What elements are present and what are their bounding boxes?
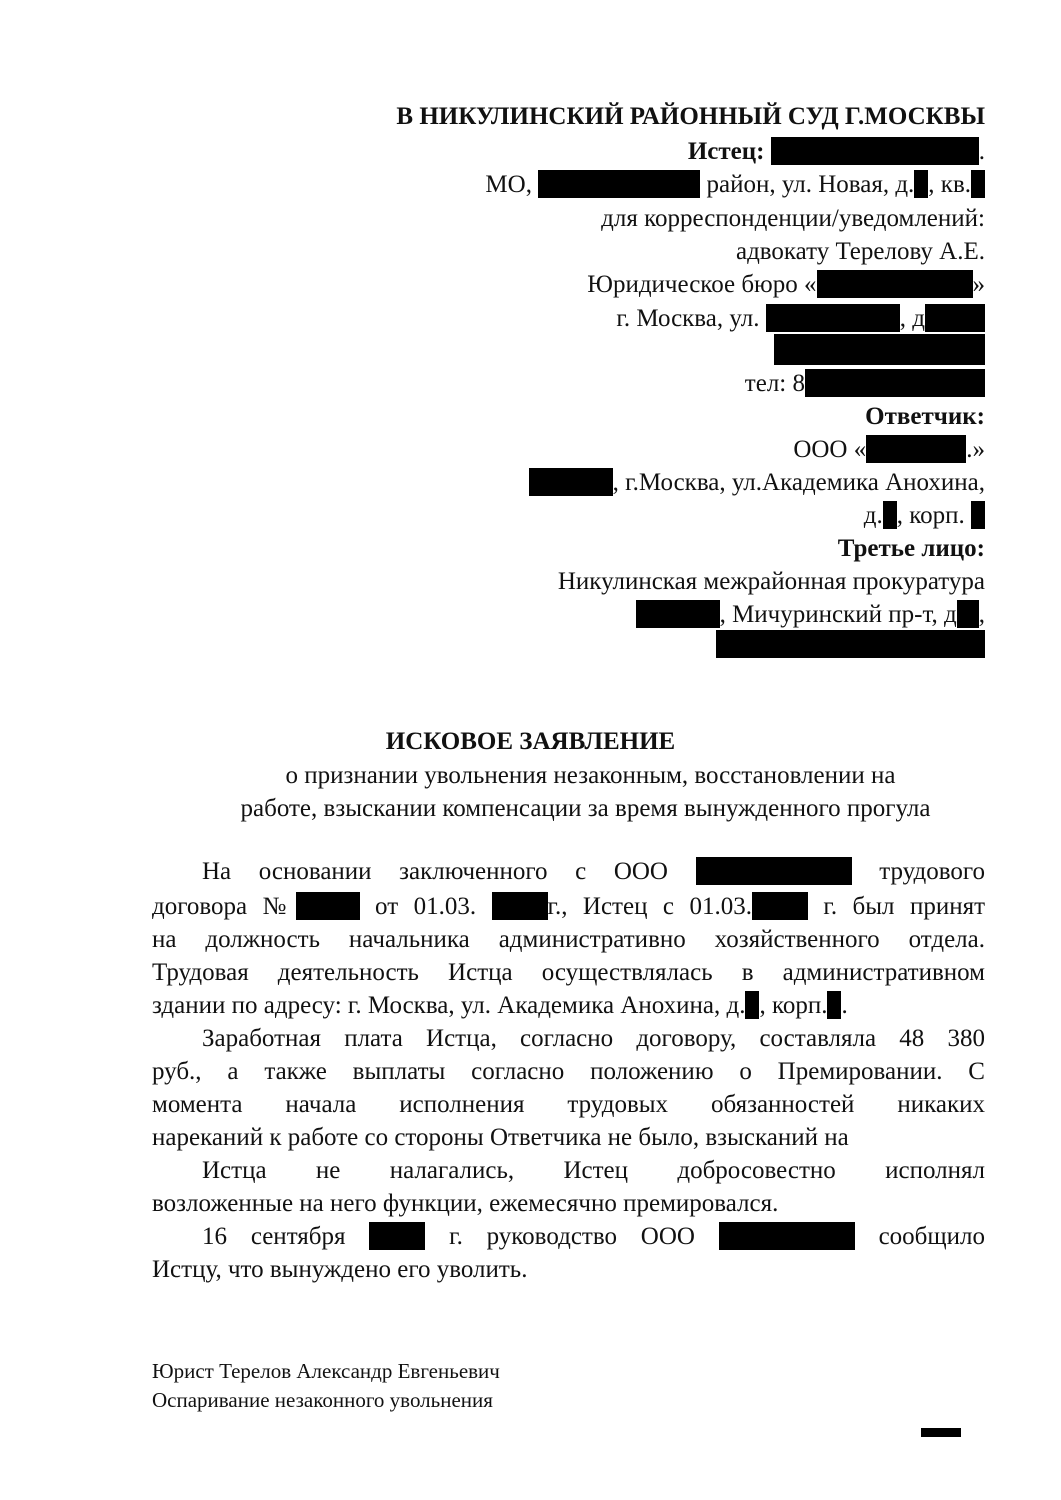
redaction bbox=[696, 857, 852, 885]
claim-subtitle-2: работе, взыскании компенсации за время вынужденного прогула bbox=[240, 795, 931, 822]
redaction bbox=[817, 270, 973, 298]
defendant-name: ООО « .» bbox=[793, 436, 985, 463]
footer-topic: Оспаривание незаконного увольнения bbox=[152, 1388, 493, 1412]
body-line-2: договора № от 01.03. г., Истец с 01.03. г. был принят bbox=[152, 893, 986, 920]
body-line-1: На основании заключенного с ООО трудового bbox=[202, 858, 986, 885]
redaction bbox=[957, 600, 979, 628]
claim-title: ИСКОВОЕ ЗАЯВЛЕНИЕ bbox=[385, 728, 676, 755]
redaction bbox=[766, 304, 900, 332]
body-line-6: Заработная плата Истца, согласно договору, составляла 48 380 bbox=[202, 1025, 985, 1052]
prosecutor-address: , Мичуринский пр-т, д , bbox=[636, 599, 985, 630]
redaction bbox=[529, 468, 613, 496]
redaction bbox=[636, 600, 720, 628]
redaction-block bbox=[716, 630, 985, 658]
body-line-13: Истцу, что вынуждено его уволить. bbox=[152, 1256, 528, 1283]
lawyer-line: адвокату Терелову А.Е. bbox=[735, 238, 985, 265]
redaction-block bbox=[774, 334, 985, 365]
defendant-label: Ответчик: bbox=[865, 403, 985, 430]
defendant-address: , г.Москва, ул.Академика Анохина, bbox=[529, 467, 985, 498]
redaction bbox=[538, 170, 700, 198]
claim-subtitle-1: о признании увольнения незаконным, восстановлении на bbox=[285, 762, 896, 789]
redaction bbox=[914, 170, 928, 198]
body-line-3: на должность начальника административно хозяйственного отдела. bbox=[152, 926, 985, 953]
defendant-building: д. , корп. bbox=[864, 500, 985, 531]
court-heading: В НИКУЛИНСКИЙ РАЙОННЫЙ СУД Г.МОСКВЫ bbox=[396, 103, 985, 130]
bureau-line: Юридическое бюро « » bbox=[587, 271, 985, 298]
body-line-9: нареканий к работе со стороны Ответчика не было, взысканий на bbox=[152, 1124, 849, 1151]
redaction bbox=[866, 435, 966, 463]
redaction bbox=[805, 369, 985, 397]
body-line-7: руб., а также выплаты согласно положению о Премировании. С bbox=[152, 1058, 985, 1085]
plaintiff-line: Истец: . bbox=[687, 138, 985, 165]
redaction bbox=[883, 501, 897, 529]
redaction bbox=[925, 304, 985, 332]
body-line-10: Истца не налагались, Истец добросовестно исполнял bbox=[202, 1157, 985, 1184]
redaction bbox=[296, 892, 360, 920]
redaction bbox=[971, 170, 985, 198]
redaction bbox=[369, 1222, 425, 1250]
redaction bbox=[719, 1222, 855, 1250]
third-party-label: Третье лицо: bbox=[837, 535, 985, 562]
prosecutor-name: Никулинская межрайонная прокуратура bbox=[557, 568, 985, 595]
bureau-address: г. Москва, ул. , д bbox=[616, 303, 985, 334]
plaintiff-address: МО, район, ул. Новая, д. , кв. bbox=[485, 169, 985, 200]
redaction bbox=[752, 892, 808, 920]
footer-author: Юрист Терелов Александр Евгеньевич bbox=[152, 1359, 500, 1383]
redaction bbox=[492, 892, 548, 920]
plaintiff-label: Истец: bbox=[687, 138, 765, 165]
phone-line: тел: 8 bbox=[745, 368, 985, 399]
redaction bbox=[771, 137, 979, 165]
body-line-4: Трудовая деятельность Истца осуществлялась в административном bbox=[152, 959, 985, 986]
page-mark bbox=[921, 1428, 961, 1437]
correspondence-label: для корреспонденции/уведомлений: bbox=[601, 205, 985, 232]
body-line-8: момента начала исполнения трудовых обязанностей никаких bbox=[152, 1091, 985, 1118]
body-line-11: возложенные на него функции, ежемесячно премировался. bbox=[152, 1190, 779, 1217]
body-line-12: 16 сентября г. руководство ООО сообщило bbox=[202, 1223, 985, 1250]
body-line-5: здании по адресу: г. Москва, ул. Академика Анохина, д. , корп. . bbox=[152, 992, 848, 1019]
redaction bbox=[745, 991, 759, 1019]
redaction bbox=[971, 501, 985, 529]
redaction bbox=[827, 991, 841, 1019]
